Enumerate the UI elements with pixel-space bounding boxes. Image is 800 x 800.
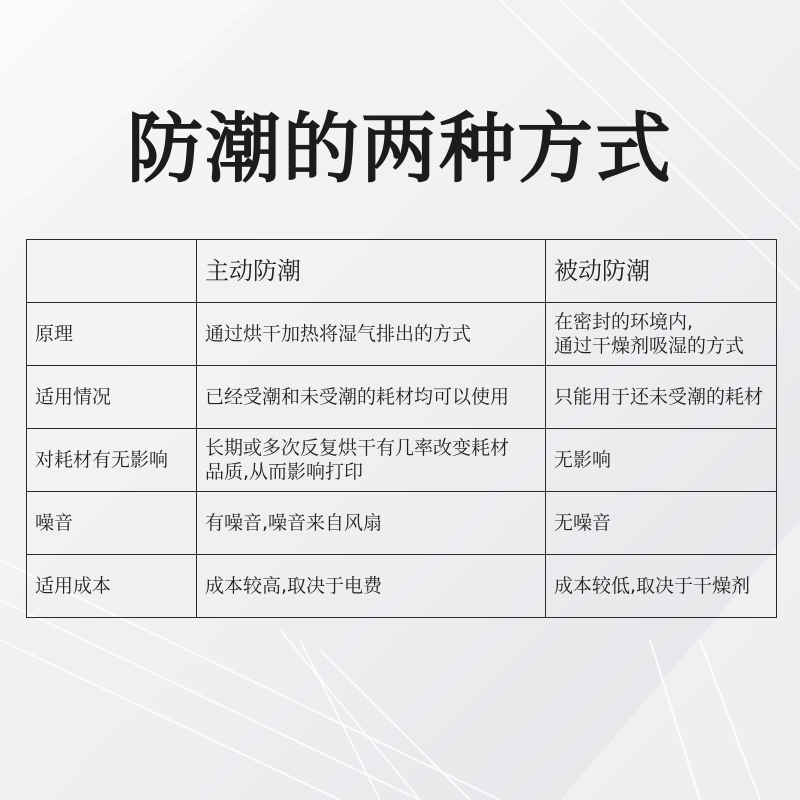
table-row bbox=[27, 492, 777, 555]
row-label: 对耗材有无影响 bbox=[27, 429, 197, 492]
table-row bbox=[27, 429, 777, 492]
header-active-dehumidify: 主动防潮 bbox=[197, 240, 546, 303]
row-label: 原理 bbox=[27, 303, 197, 366]
passive-cell: 无影响 bbox=[546, 429, 777, 492]
active-cell: 已经受潮和未受潮的耗材均可以使用 bbox=[197, 366, 546, 429]
active-cell: 长期或多次反复烘干有几率改变耗材 品质,从而影响打印 bbox=[197, 429, 546, 492]
table-row bbox=[27, 366, 777, 429]
header-empty-cell bbox=[27, 240, 197, 303]
table-row bbox=[27, 555, 777, 618]
comparison-table bbox=[26, 239, 777, 618]
table-header-row bbox=[27, 240, 777, 303]
row-label: 适用情况 bbox=[27, 366, 197, 429]
passive-cell: 成本较低,取决于干燥剂 bbox=[546, 555, 777, 618]
table-row bbox=[27, 303, 777, 366]
active-cell: 有噪音,噪音来自风扇 bbox=[197, 492, 546, 555]
active-cell: 通过烘干加热将湿气排出的方式 bbox=[197, 303, 546, 366]
active-cell: 成本较高,取决于电费 bbox=[197, 555, 546, 618]
page-title: 防潮的两种方式 bbox=[127, 104, 673, 193]
row-label: 噪音 bbox=[27, 492, 197, 555]
passive-cell: 无噪音 bbox=[546, 492, 777, 555]
passive-cell: 只能用于还未受潮的耗材 bbox=[546, 366, 777, 429]
passive-cell: 在密封的环境内, 通过干燥剂吸湿的方式 bbox=[546, 303, 777, 366]
row-label: 适用成本 bbox=[27, 555, 197, 618]
header-passive-dehumidify: 被动防潮 bbox=[546, 240, 777, 303]
